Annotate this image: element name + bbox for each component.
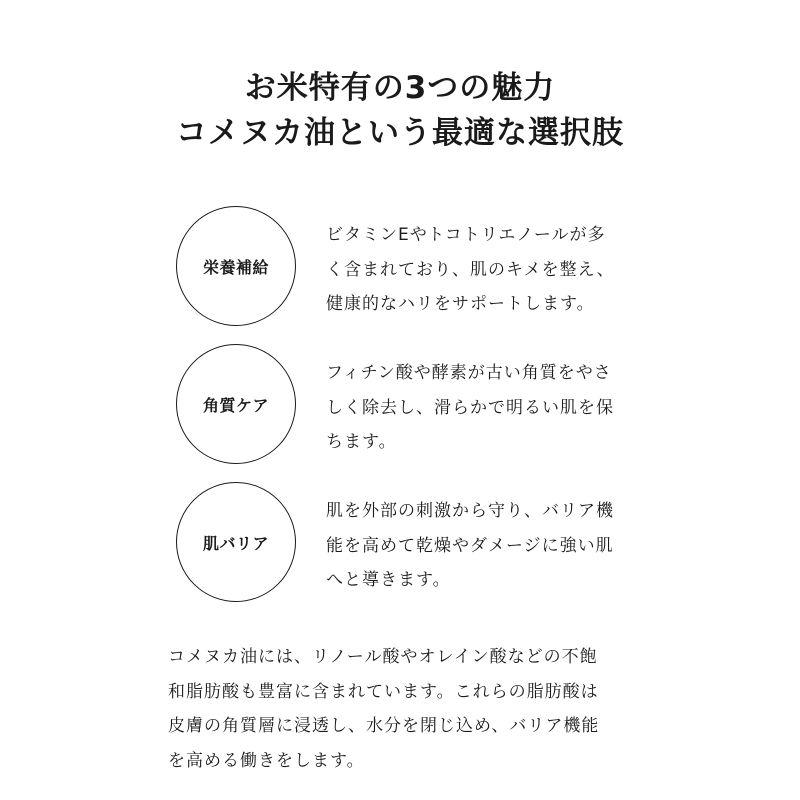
feature-description-line: ビタミンEやトコトリエノールが多 [326,225,606,245]
feature-nutrition [176,206,656,330]
feature-circle-badge [176,344,296,464]
summary-paragraph [168,640,648,778]
feature-description-line: 肌を外部の刺激から守り、バリア機 [326,501,614,521]
feature-circle-badge [176,206,296,326]
feature-description-line: 能を高めて乾燥やダメージに強い肌 [326,535,614,556]
feature-description [326,356,646,460]
feature-label: 角質ケア [202,395,269,415]
page-title-line-1: お米特有の3つの魅力 [244,70,556,106]
feature-skin-barrier [176,482,656,606]
summary-line: を高める働きをします。 [168,750,365,771]
feature-description [326,494,646,598]
feature-description-line: へと導きます。 [326,570,451,590]
feature-label: 肌バリア [202,533,269,553]
feature-circle-badge [176,482,296,602]
feature-label: 栄養補給 [202,257,269,277]
summary-line: 和脂肪酸も豊富に含まれています。これらの脂肪酸は [168,681,599,702]
feature-description-line: フィチン酸や酵素が古い角質をやさ [326,363,612,383]
feature-description-line: ちます。 [326,432,397,452]
summary-line: コメヌカ油には、リノール酸やオレイン酸などの不飽 [168,647,598,667]
feature-description-line: く含まれており、肌のキメを整え、 [326,259,615,280]
feature-description-line: しく除去し、滑らかで明るい肌を保 [326,397,614,418]
summary-line: 皮膚の角質層に浸透し、水分を閉じ込め、バリア機能 [168,716,600,736]
feature-description-line: 健康的なハリをサポートします。 [326,294,595,314]
feature-keratin-care [176,344,656,468]
feature-description [326,218,646,322]
page-title-line-2: コメヌカ油という最適な選択肢 [176,115,624,151]
